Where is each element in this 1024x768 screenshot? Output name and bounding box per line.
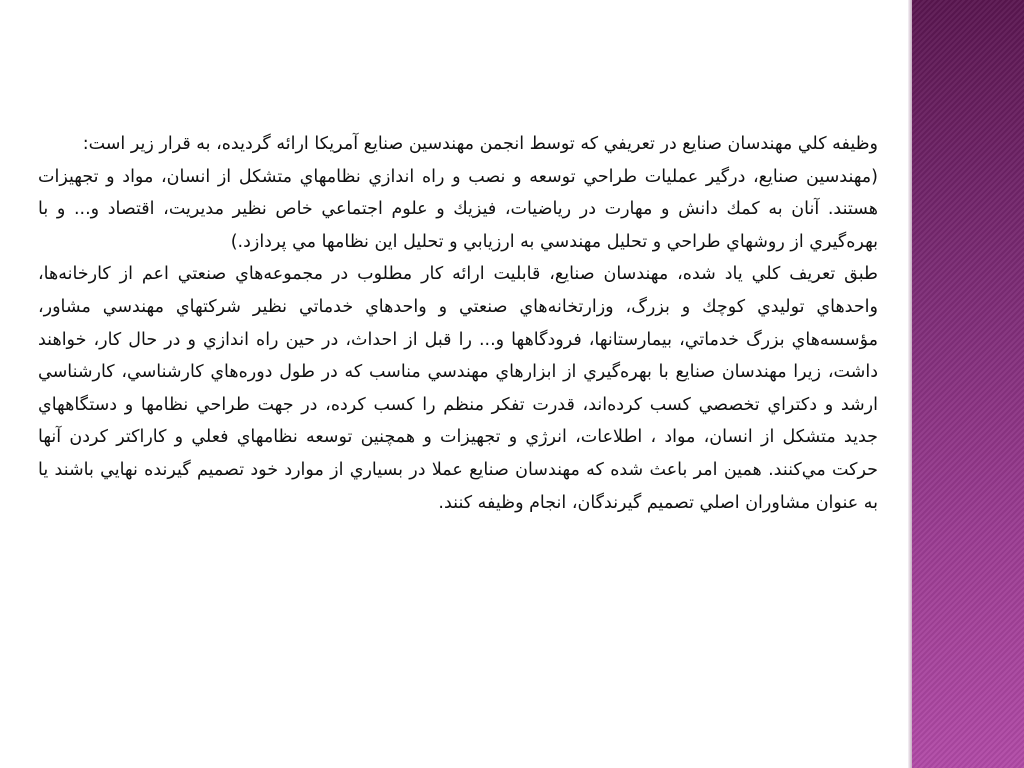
paragraph-definition-quote: (مهندسين صنايع، درگير عمليات طراحي توسعه و نصب و راه اندازي نظامهاي متشكل از انسان، مواد و تجهيزات هستند. آنان به كمك دانش و مهارت در رياضيات، فيزيك و علوم اجتماعي خاص نظير مديريت، اقتصاد و... و با بهره‌گيري از روشهاي طراحي و تحليل مهندسي به ارزيابي و تحليل اين نظامها مي پردازد.) [38, 166, 878, 252]
decorative-side-band [912, 0, 1024, 768]
paragraph-capabilities: طبق تعريف كلي ياد شده، مهندسان صنايع، قابليت ارائه كار مطلوب در مجموعه‌هاي صنعتي اعم از كارخانه‌ها، واحدهاي توليدي كوچك و بزرگ، وزارتخانه‌هاي صنعتي و واحدهاي خدماتي نظير شركتهاي مهندسي مشاور، مؤسسه‌هاي بزرگ خدماتي، بيمارستانها، فرودگاهها و... را قبل از احداث، در حين راه اندازي و در حال كار، خواهند داشت، زيرا مهندسان صنايع با بهره‌گيري از ابزارهاي مهندسي مناسب كه در طول دوره‌هاي كارشناسي، كارشناسي ارشد و دكتراي تخصصي كسب كرده‌اند، قدرت تفكر منظم را كسب كرده، در جهت طراحي نظامها و دستگاههاي جديد متشكل از انسان، مواد ، اطلاعات، انرژي و تجهيزات و همچنين توسعه نظامهاي فعلي و كاراكتر كردن آنها حركت مي‌كنند. همين امر باعث شده كه مهندسان صنايع عملا در بسياري از موارد خود تصميم گيرنده نهايي باشند يا به عنوان مشاوران اصلي تصميم گيرندگان، انجام وظيفه كنند. [38, 264, 878, 513]
paragraph-definition-intro: وظيفه كلي مهندسان صنايع در تعريفي كه توسط انجمن مهندسين صنايع آمريكا ارائه گرديده، به قرار زير است: [82, 134, 878, 154]
slide-body-text [38, 128, 878, 519]
